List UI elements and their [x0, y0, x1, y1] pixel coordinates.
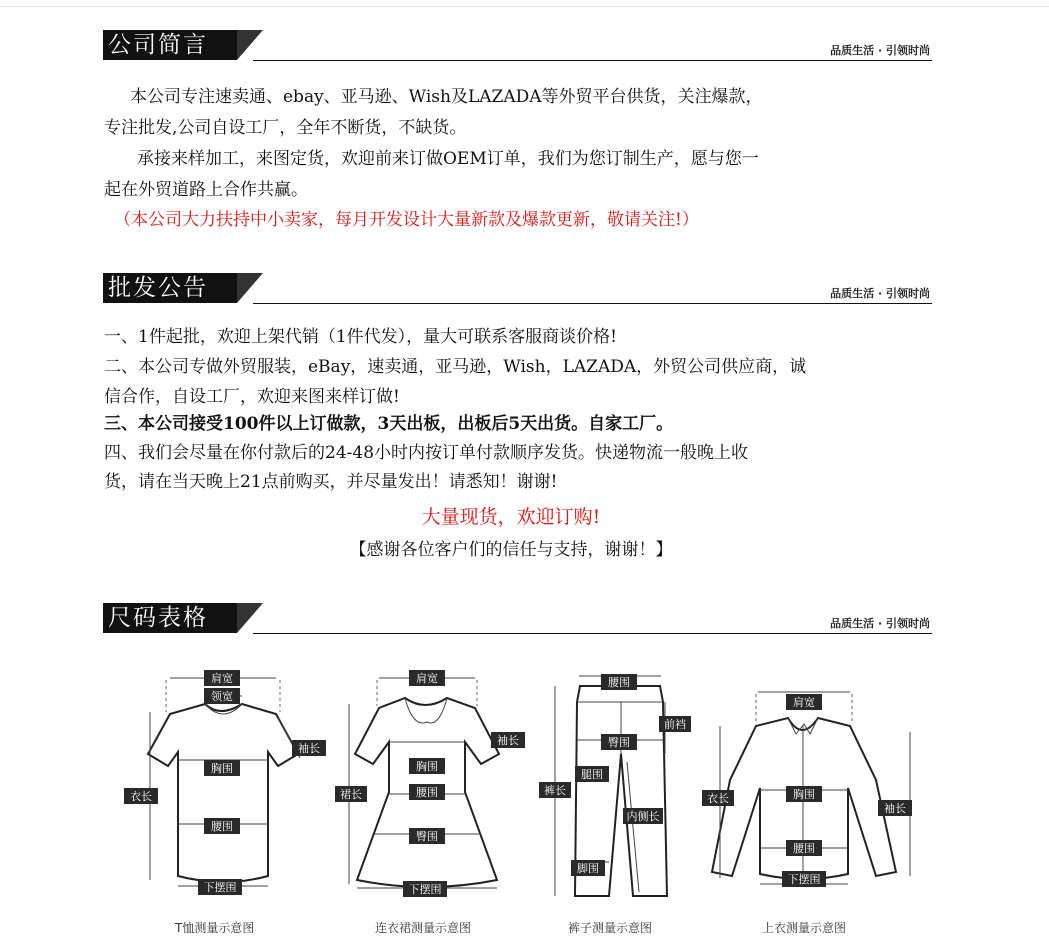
tshirt-caption: T恤测量示意图 — [175, 921, 255, 935]
section-title: 尺码表格 — [103, 603, 237, 633]
svg-text:裤长: 裤长 — [544, 784, 566, 797]
label-foot — [571, 860, 605, 876]
dress-caption: 连衣裙测量示意图 — [375, 921, 472, 935]
label-waist — [204, 818, 240, 834]
svg-text:袖长: 袖长 — [298, 742, 320, 755]
label-chest — [204, 760, 240, 776]
label-hem — [403, 881, 447, 897]
svg-text:胸围: 胸围 — [793, 788, 815, 801]
svg-text:裙长: 裙长 — [340, 788, 362, 801]
label-waist — [409, 784, 445, 800]
svg-text:脚围: 脚围 — [577, 862, 599, 875]
svg-text:臀围: 臀围 — [608, 736, 630, 749]
shirt-caption: 上衣测量示意图 — [762, 921, 847, 935]
intro-line: 本公司专注速卖通、ebay、亚马逊、Wish及LAZADA等外贸平台供货，关注爆款， — [130, 87, 763, 107]
label-length — [702, 790, 734, 806]
label-chest — [409, 758, 445, 774]
top-divider — [0, 6, 1049, 7]
pants-caption: 裤子测量示意图 — [568, 921, 653, 935]
notice-line: 二、本公司专做外贸服装，eBay，速卖通，亚马逊，Wish，LAZADA，外贸公司供应商，诚 — [104, 357, 807, 377]
label-chest — [786, 786, 822, 802]
notice-line: 三、本公司接受100件以上订做款，3天出板，出板后5天出货。自家工厂。 — [104, 414, 674, 434]
svg-text:下摆围: 下摆围 — [203, 881, 237, 894]
label-collar — [204, 688, 240, 704]
notice-line: 信合作，自设工厂，欢迎来图来样订做! — [104, 387, 400, 407]
intro-line: 专注批发,公司自设工厂，全年不断货，不缺货。 — [104, 118, 467, 138]
svg-text:肩宽: 肩宽 — [793, 696, 815, 709]
label-hip — [601, 734, 637, 750]
label-inseam — [623, 808, 663, 824]
dress-diagram — [335, 662, 530, 902]
svg-text:衣长: 衣长 — [130, 790, 152, 803]
tshirt-diagram — [120, 662, 340, 902]
shirt-diagram — [700, 662, 930, 902]
notice-line: 四、我们会尽量在你付款后的24-48小时内按订单付款顺序发货。快递物流一般晚上收 — [104, 443, 749, 463]
svg-text:衣长: 衣长 — [707, 792, 729, 805]
notice-thanks: 【感谢各位客户们的信任与支持，谢谢！】 — [349, 540, 673, 560]
svg-text:领宽: 领宽 — [211, 690, 233, 703]
section-divider — [253, 633, 932, 634]
label-front-rise — [659, 716, 691, 732]
section-header-intro — [103, 30, 932, 62]
section-divider — [253, 60, 932, 61]
intro-highlight: （本公司大力扶持中小卖家，每月开发设计大量新款及爆款更新，敬请关注!） — [114, 210, 699, 230]
svg-text:胸围: 胸围 — [211, 762, 233, 775]
label-hem — [782, 871, 826, 887]
svg-text:腰围: 腰围 — [211, 820, 233, 833]
notice-highlight: 大量现货，欢迎订购! — [421, 506, 601, 528]
label-sleeve — [491, 732, 525, 748]
svg-text:下摆围: 下摆围 — [408, 883, 442, 896]
label-length — [539, 782, 571, 798]
section-title: 公司简言 — [103, 30, 237, 60]
label-waist — [786, 840, 822, 856]
svg-text:内侧长: 内侧长 — [626, 810, 660, 823]
section-slogan: 品质生活 · 引领时尚 — [830, 617, 930, 630]
section-divider — [253, 303, 932, 304]
label-length — [335, 786, 367, 802]
label-hem — [198, 879, 242, 895]
intro-line: 承接来样加工，来图定货，欢迎前来订做OEM订单，我们为您订制生产，愿与您一 — [137, 149, 759, 169]
label-sleeve — [878, 800, 912, 816]
section-title: 批发公告 — [103, 273, 237, 303]
svg-text:腰围: 腰围 — [608, 676, 630, 689]
section-header-size — [103, 603, 932, 635]
section-header-notice — [103, 273, 932, 305]
notice-line: 货，请在当天晚上21点前购买，并尽量发出！请悉知！谢谢! — [104, 472, 558, 492]
svg-text:肩宽: 肩宽 — [211, 672, 233, 685]
label-shoulder — [409, 670, 445, 686]
label-shoulder — [786, 694, 822, 710]
label-length — [124, 788, 158, 804]
svg-text:臀围: 臀围 — [416, 830, 438, 843]
label-shoulder — [204, 670, 240, 686]
svg-text:前裆: 前裆 — [664, 718, 686, 731]
pants-diagram — [535, 662, 705, 902]
svg-text:肩宽: 肩宽 — [416, 672, 438, 685]
label-waist — [601, 674, 637, 690]
svg-text:下摆围: 下摆围 — [787, 873, 821, 886]
svg-text:腿围: 腿围 — [581, 768, 603, 781]
svg-text:胸围: 胸围 — [416, 760, 438, 773]
svg-text:袖长: 袖长 — [884, 802, 906, 815]
section-slogan: 品质生活 · 引领时尚 — [830, 287, 930, 300]
label-thigh — [575, 766, 609, 782]
intro-line: 起在外贸道路上合作共赢。 — [104, 180, 308, 200]
svg-text:腰围: 腰围 — [416, 786, 438, 799]
section-slogan: 品质生活 · 引领时尚 — [830, 44, 930, 57]
svg-text:袖长: 袖长 — [497, 734, 519, 747]
label-hip — [409, 828, 445, 844]
notice-line: 一、1件起批，欢迎上架代销（1件代发），量大可联系客服商谈价格! — [104, 327, 617, 347]
svg-text:腰围: 腰围 — [793, 842, 815, 855]
label-sleeve — [292, 740, 326, 756]
